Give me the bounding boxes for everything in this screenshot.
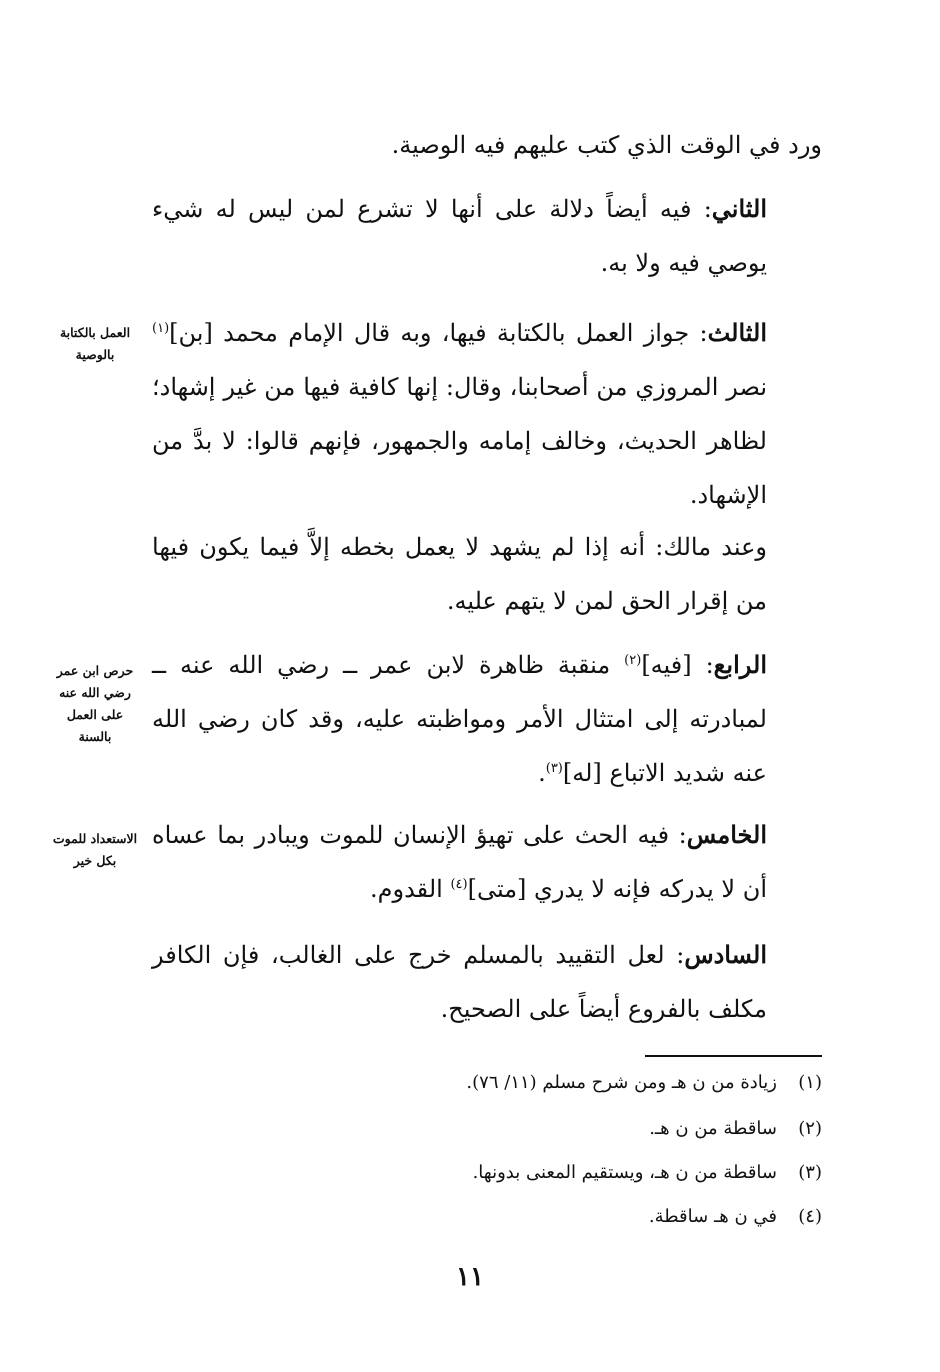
margin-note-preparation: الاستعداد للموت بكل خير xyxy=(52,831,138,868)
paragraph-2: الثالث: جواز العمل بالكتابة فيها، وبه قال الإمام محمد [بن]$^{(١)}$ نصر المروزي من أصحابنا، وقال: إنها كافية فيها من غير إشهاد؛ لظاهر الحديث، وخالف إمامه والجمهور، فإنهم قالوا: لا بدَّ من الإشهاد. xyxy=(152,318,767,509)
footnote-ref-1: (١) xyxy=(152,321,170,336)
paragraph-4: الرابع: [فيه]$^{(٢)}$ منقبة ظاهرة لابن عمر ــ رضي الله عنه ــ لمبادرته إلى امتثال الأمر ومواظبته عليه، وقد كان رضي الله عنه شديد الاتباع [له]$^{(٣)}$. xyxy=(152,650,767,787)
footnote-number: (٤) xyxy=(798,1206,822,1227)
page-number: ١١ xyxy=(456,1262,484,1292)
paragraph-5: الخامس: فيه الحث على تهيؤ الإنسان للموت ويبادر بما عساه أن لا يدركه فإنه لا يدري [متى]$^{(٤)}$ القدوم. xyxy=(152,820,767,903)
footnote-number: (٣) xyxy=(798,1162,822,1183)
footnote-number: (٢) xyxy=(798,1118,822,1139)
paragraph-6-lead: السادس xyxy=(684,940,767,969)
paragraph-6: السادس: لعل التقييد بالمسلم خرج على الغالب، فإن الكافر مكلف بالفروع أيضاً على الصحيح. xyxy=(152,940,767,1023)
footnote-2: (٢)ساقطة من ن هـ. xyxy=(152,1114,822,1144)
margin-note-ibn-umar: حرص ابن عمر رضي الله عنه على العمل بالسنة xyxy=(56,663,134,744)
footnote-1: (١)زيادة من ن هـ ومن شرح مسلم (١١/ ٧٦). xyxy=(152,1068,822,1098)
footnote-3: (٣)ساقطة من ن هـ، ويستقيم المعنى بدونها. xyxy=(152,1158,822,1188)
footnote-separator xyxy=(645,1055,822,1057)
footnote-ref-4: (٤) xyxy=(450,877,468,892)
footnote-number: (١) xyxy=(798,1072,822,1093)
paragraph-4-lead: الرابع xyxy=(713,650,767,679)
footnote-ref-3: (٣) xyxy=(545,761,563,776)
margin-note-writing: العمل بالكتابة بالوصية xyxy=(59,325,131,362)
paragraph-3: وعند مالك: أنه إذا لم يشهد لا يعمل بخطه إلاَّ فيما يكون فيها من إقرار الحق لمن لا يتهم عليه. xyxy=(152,533,767,615)
paragraph-0: ورد في الوقت الذي كتب عليهم فيه الوصية. xyxy=(391,131,822,159)
paragraph-2-lead: الثالث xyxy=(707,318,767,347)
paragraph-1: الثاني: فيه أيضاً دلالة على أنها لا تشرع لمن ليس له شيء يوصي فيه ولا به. xyxy=(152,194,767,277)
footnote-ref-2: (٢) xyxy=(624,653,642,668)
paragraph-1-lead: الثاني xyxy=(711,194,767,223)
paragraph-5-lead: الخامس xyxy=(686,820,767,849)
footnote-4: (٤)في ن هـ ساقطة. xyxy=(152,1202,822,1232)
